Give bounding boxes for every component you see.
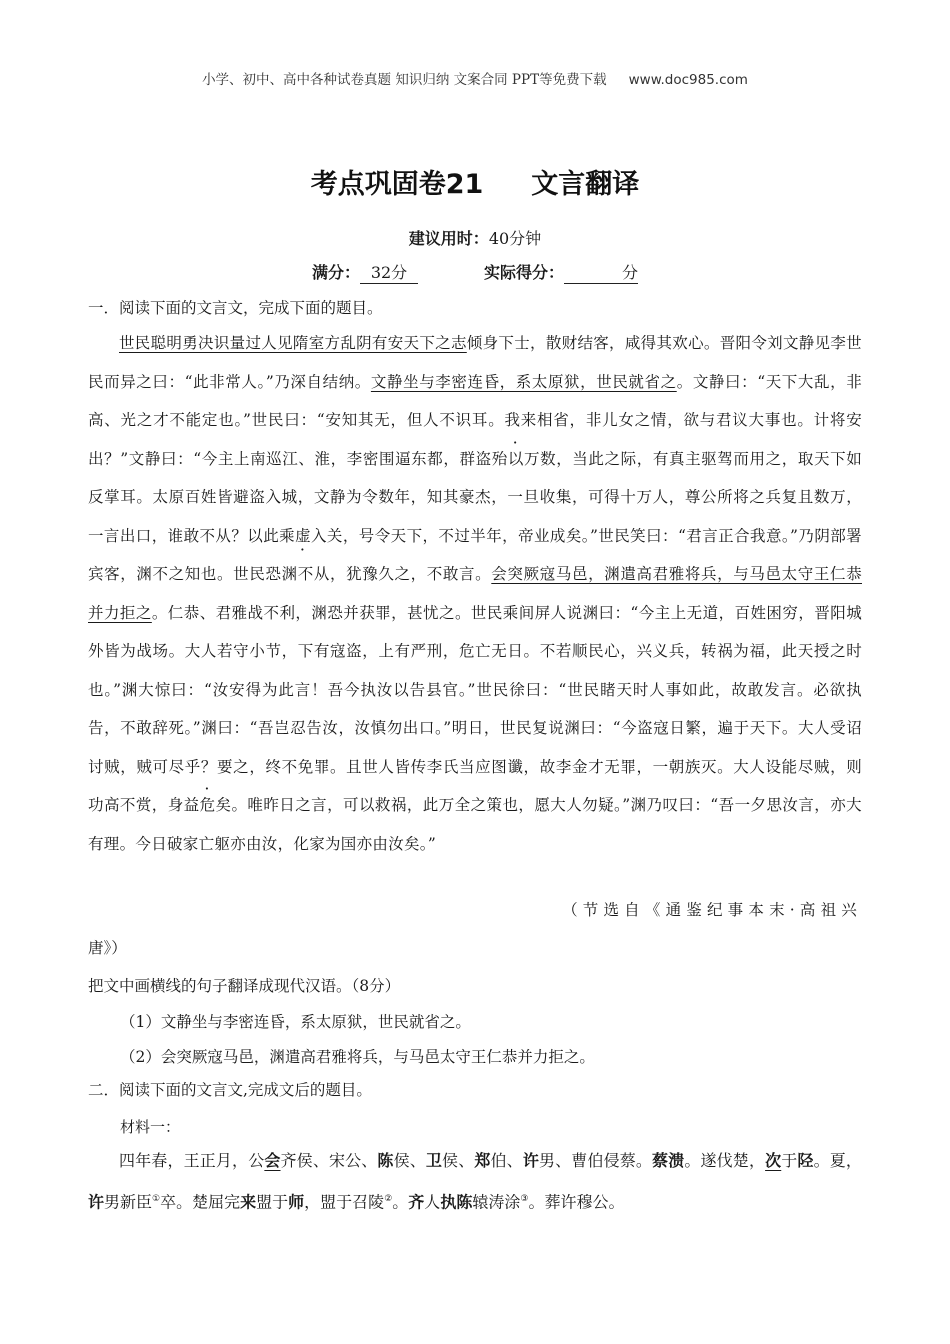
passage-paragraph: 世民聪明勇决识量过人见隋室方乱阴有安天下之志倾身下士，散财结客，咸得其欢心。晋阳令刘文静见李世民而异之曰：“此非常人。”乃深自结纳。文静坐与李密连昏，系太原狱，世民就省之。文静曰：“天下大乱，非高、光之才不能定也。”世民曰：“安知其无，但人不识耳。我来相省，非儿女之情，欲与君议大事也。计将安出？”文静曰：“今主上南巡江、淮，李密围逼东都，群盗殆以万数，当此之际，有真主驱驾而用之，取天下如反掌耳。太原百姓皆避盗入城，文静为令数年，知其豪杰，一旦收集，可得十万人，尊公所将之兵复且数万，一言出口，谁敢不从？以此乘虚入关，号令天下，不过半年，帝业成矣。”世民笑曰：“君言正合我意。”乃阴部署宾客，渊不之知也。世民恐渊不从，犹豫久之，不敢言。会突厥寇马邑，渊遣高君雅将兵，与马邑太守王仁恭并力拒之。仁恭、君雅战不利，渊恐并获罪，甚忧之。世民乘间屏人说渊曰：“今主上无道，百姓困穷，晋阳城外皆为战场。大人若守小节，下有寇盗，上有严刑，危亡无日。不若顺民心，兴义兵，转祸为福，此天授之时也。”渊大惊曰：“汝安得为此言！吾今执汝以告县官。”世民徐曰：“世民睹天时人事如此，故敢发言。必欲执告，不敢辞死。”渊曰：“吾岂忍告汝，汝慎勿出口。”明日，世民复说渊曰：“今盗寇日繁，遍于天下。大人受诏讨贼，贼可尽乎？要之，终不免罪。且世人皆传李氏当应图谶，故李金才无罪，一朝族灭。大人设能尽贼，则功高不赏，身益危矣。唯昨日之言，可以救祸，此万全之策也，愿大人勿疑。”渊乃叹曰：“吾一夕思汝言，亦大有理。今日破家亡躯亦由汝，化家为国亦由汝矣。” [88,334,863,853]
keyword: 来 [240,1192,257,1212]
source-citation-end: 唐》） [88,939,127,957]
actual-score-blank: 分 [564,260,638,284]
dotted-word-cheng: 乘 [279,526,296,545]
question-item-1: （1）文静坐与李密连昏，系太原狱，世民就省之。 [120,1013,471,1031]
title-sub: 文言翻译 [531,169,640,200]
keyword: 蔡溃 [652,1151,685,1170]
keyword: 执 [440,1192,457,1212]
question-item-2: （2）会突厥寇马邑，渊遣高君雅将兵，与马邑太守王仁恭并力拒之。 [120,1048,595,1066]
time-label: 建议用时： [408,229,489,248]
question-prompt: 把文中画横线的句子翻译成现代汉语。（8分） [88,977,401,995]
dotted-word-yi: 益 [183,796,200,814]
keyword: 会 [264,1151,281,1170]
score-line [0,260,950,284]
keyword: 陈 [377,1151,394,1170]
title-main: 考点巩固卷21 [310,169,484,200]
page-title [0,162,950,201]
footnote-marker: ① [152,1194,161,1204]
header-site: www.doc985.com [628,72,748,88]
underlined-sentence-3: 会突厥寇马邑，渊遣高君雅将兵，与马邑太守王仁恭并力拒之 [88,565,862,622]
actual-score-label: 实际得分： [484,263,565,282]
full-score-label: 满分： [311,263,360,282]
keyword: 许 [88,1192,105,1212]
keyword: 师 [288,1192,305,1212]
section2-passage [88,1142,862,1221]
page-header [0,68,950,88]
header-text: 小学、初中、高中各种试卷真题 知识归纳 文案合同 PPT等免费下载 [202,72,607,88]
keyword: 齐 [408,1192,425,1212]
suggested-time [0,226,950,249]
keyword: 陈 [456,1192,473,1212]
time-value: 40分钟 [488,229,542,248]
keyword: 郑 [474,1151,491,1170]
footnote-marker: ② [384,1194,393,1204]
keyword: 次 [765,1151,782,1170]
footnote-marker: ③ [520,1194,529,1204]
material-paragraph: 四年春，王正月，公会齐侯、宋公、陈侯、卫侯、郑伯、许男、曹伯侵蔡。蔡溃。遂伐楚，次于陉。夏，许男新臣①卒。楚屈完来盟于师，盟于召陵②。齐人执陈辕涛涂③。葬许穆公。 [88,1151,862,1212]
keyword: 许 [522,1151,539,1170]
keyword: 陉 [797,1151,814,1170]
section2-heading: 二．阅读下面的文言文,完成文后的题目。 [88,1081,372,1099]
underlined-sentence-2: 文静坐与李密连昏，系太原狱，世民就省之 [370,372,677,391]
dotted-word-dai: 殆 [491,449,508,468]
section1-heading: 一．阅读下面的文言文，完成下面的题目。 [88,299,383,317]
material-label: 材料一： [120,1118,181,1136]
underlined-sentence-1: 世民聪明勇决识量过人见隋室方乱阴有安天下之志 [119,334,467,352]
keyword: 卫 [425,1151,443,1170]
section1-passage [88,324,862,863]
source-citation: （节选自《通鉴纪事本末·高祖兴 [562,901,862,919]
full-score-value: 32分 [360,260,418,284]
